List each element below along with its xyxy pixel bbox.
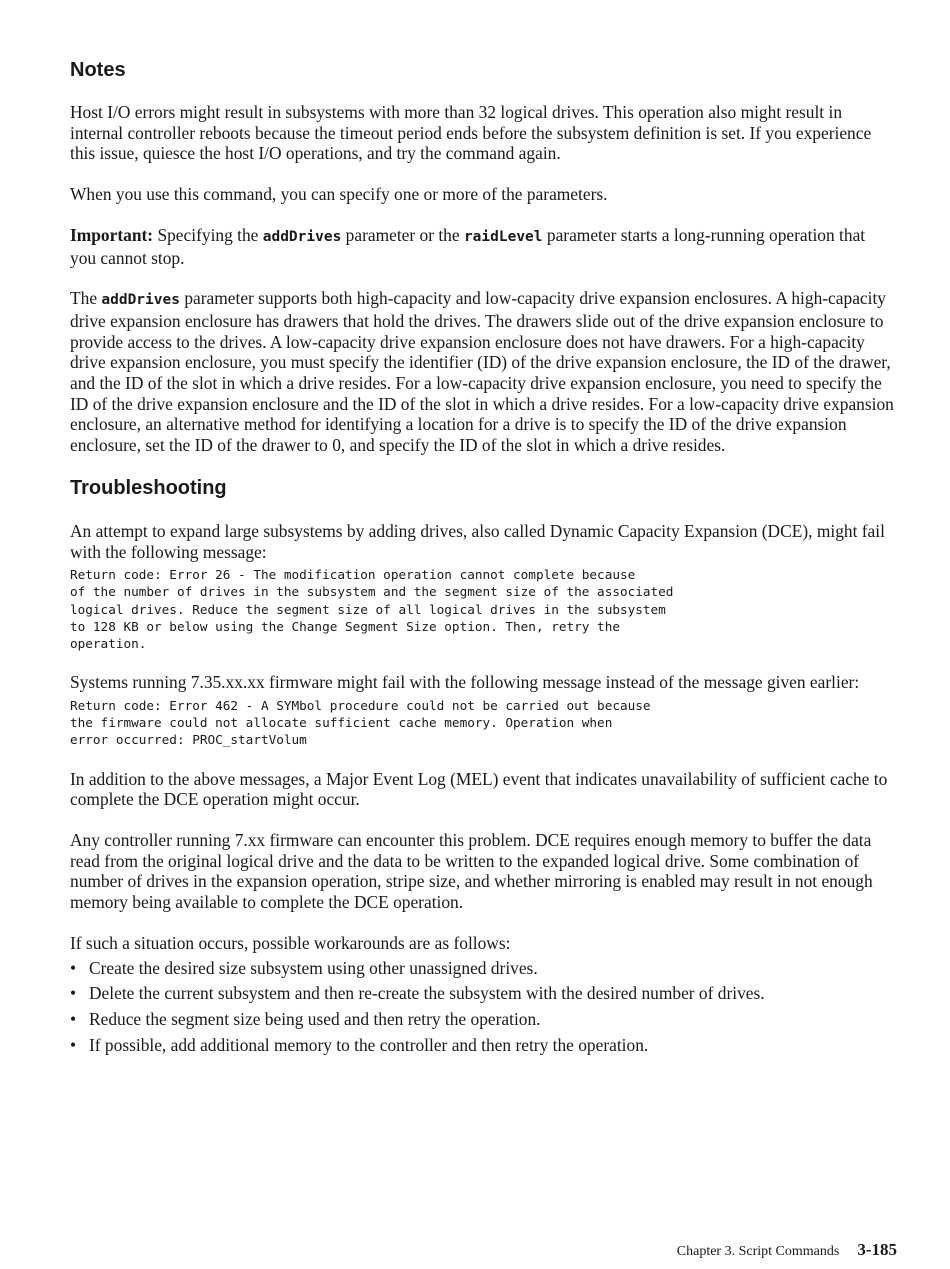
notes-paragraph-host-io: Host I/O errors might result in subsystems with more than 32 logical drives. This operation also might result in internal controller reboots because the timeout period ends before the subsystem definition is set. If you experience this issue, quiesce the host I/O operations, and try the command again. bbox=[70, 102, 872, 164]
list-item-text: If possible, add additional memory to the controller and then retry the operation. bbox=[89, 1034, 649, 1055]
troubleshooting-paragraph-memory: Any controller running 7.xx firmware can encounter this problem. DCE requires enough memory to buffer the data read from the original logical drive and the data to be written to the expanded logical drive. Some combination of number of drives in the expansion operation, stripe size, and whether mirroring is enabled may result in not enough memory being available to complete the DCE operation. bbox=[70, 829, 873, 913]
list-item bbox=[70, 983, 894, 1004]
troubleshooting-heading: Troubleshooting bbox=[70, 476, 227, 499]
param-add-drives-2: addDrives bbox=[101, 292, 180, 309]
bullet-icon: • bbox=[70, 1008, 77, 1029]
add-drives-text-2: parameter supports both high-capacity and low-capacity drive expansion enclosures. A high-capacity drive expansion enclosure has drawers that hold the drives. The drawers slide out of the drive expansion enclosure to provide access to the drives. A low-capacity drive expansion enclosure does not have drawers. For a high-capacity drive expansion enclosure, you must specify the identifier (ID) of the drive expansion enclosure, the ID of the drawer, and the ID of the slot in which a drive resides. For a low-capacity drive expansion enclosure, you need to specify the ID of the drive expansion enclosure and the ID of the slot in which a drive resides. For a low-capacity drive expansion enclosure, an alternative method for identifying a location for a drive is to specify the ID of the drive expansion enclosure, set the ID of the drawer to 0, and specify the ID of the slot in which a drive resides. bbox=[70, 288, 894, 456]
workarounds-list bbox=[70, 958, 894, 1056]
param-raid-level: raidLevel bbox=[463, 228, 543, 245]
error-26-code-block: Return code: Error 26 - The modification operation cannot complete because of the number of drives in the subsystem and the segment size of the associated logical drives. Reduce the segment size of all logical drives in the subsystem to 128 KB or below using the Change Segment Size option. Then, retry the operation. bbox=[70, 567, 674, 652]
document-page bbox=[70, 56, 894, 1060]
footer-page-number: 3-185 bbox=[857, 1240, 897, 1259]
notes-heading: Notes bbox=[70, 59, 126, 81]
page-footer bbox=[677, 1240, 897, 1260]
troubleshooting-paragraph-dce: An attempt to expand large subsystems by adding drives, also called Dynamic Capacity Expansion (DCE), might fail with the following message: bbox=[70, 520, 885, 562]
troubleshooting-paragraph-workarounds: If such a situation occurs, possible workarounds are as follows: bbox=[70, 932, 511, 953]
add-drives-paragraph bbox=[70, 288, 894, 456]
list-item bbox=[70, 1035, 894, 1056]
important-text-2: parameter or the bbox=[341, 224, 464, 245]
list-item-text: Reduce the segment size being used and then retry the operation. bbox=[89, 1008, 541, 1029]
troubleshooting-paragraph-mel: In addition to the above messages, a Major Event Log (MEL) event that indicates unavailability of sufficient cache to complete the DCE operation might occur. bbox=[70, 768, 888, 810]
add-drives-text-1: The bbox=[70, 288, 102, 309]
important-text-1: Specifying the bbox=[153, 224, 263, 245]
error-462-code-block: Return code: Error 462 - A SYMbol procedure could not be carried out because the firmware could not allocate sufficient cache memory. Operation when error occurred: PROC_startVolum bbox=[70, 697, 651, 748]
list-item bbox=[70, 1009, 894, 1030]
important-text-3: parameter starts a long-running operation that you cannot stop. bbox=[70, 224, 866, 268]
bullet-icon: • bbox=[70, 983, 77, 1004]
list-item bbox=[70, 958, 894, 979]
notes-paragraph-parameters: When you use this command, you can specify one or more of the parameters. bbox=[70, 184, 608, 205]
bullet-icon: • bbox=[70, 957, 77, 978]
bullet-icon: • bbox=[70, 1034, 77, 1055]
important-paragraph bbox=[70, 225, 894, 268]
list-item-text: Create the desired size subsystem using other unassigned drives. bbox=[89, 957, 538, 978]
troubleshooting-paragraph-firmware: Systems running 7.35.xx.xx firmware might fail with the following message instead of the message given earlier: bbox=[70, 672, 860, 693]
important-label: Important: bbox=[70, 224, 154, 245]
list-item-text: Delete the current subsystem and then re-create the subsystem with the desired number of drives. bbox=[89, 983, 765, 1004]
footer-chapter-title: Chapter 3. Script Commands bbox=[676, 1244, 840, 1259]
param-add-drives: addDrives bbox=[262, 228, 342, 245]
